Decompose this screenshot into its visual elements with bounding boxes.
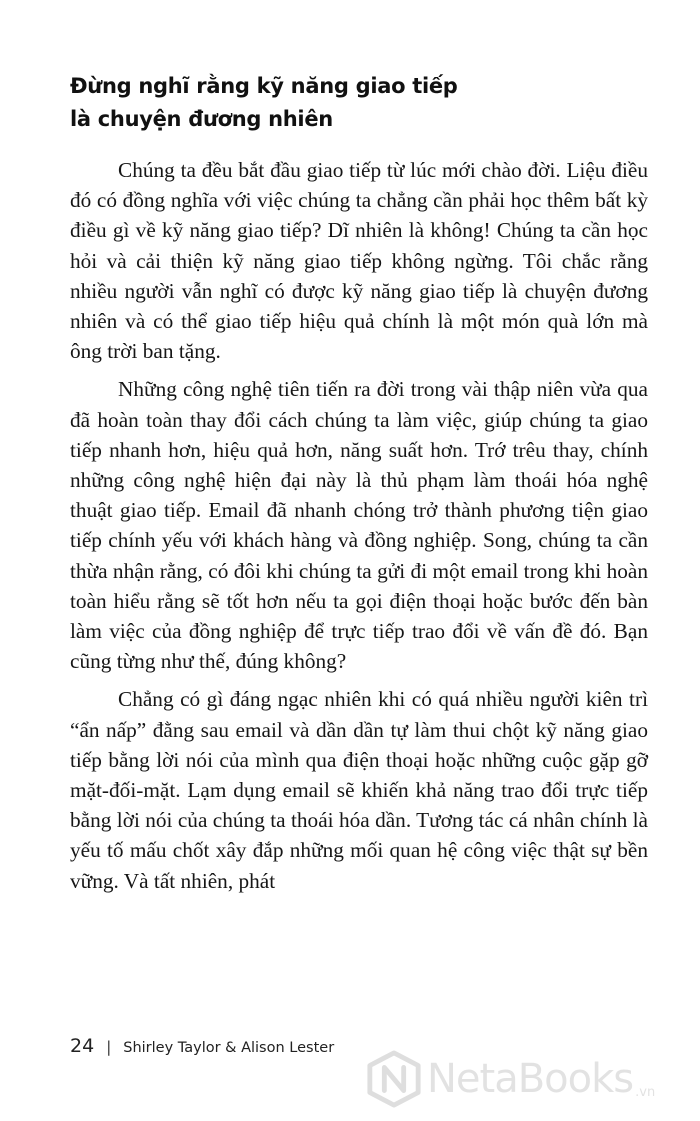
footer-separator: | xyxy=(106,1038,112,1056)
section-heading-line-2: là chuyện đương nhiên xyxy=(70,107,333,131)
watermark-brand: NetaBooks xyxy=(427,1056,634,1102)
paragraph-1: Chúng ta đều bắt đầu giao tiếp từ lúc mới chào đời. Liệu điều đó có đồng nghĩa với việc chúng ta chẳng cần phải học thêm bất kỳ điều gì về kỹ năng giao tiếp? Dĩ nhiên là không! Chúng ta cần học hỏi và cải thiện kỹ năng giao tiếp không ngừng. Tôi chắc rằng nhiều người vẫn nghĩ có được kỹ năng giao tiếp là chuyện đương nhiên và có thể giao tiếp hiệu quả chính là một món quà lớn mà ông trời ban tặng. xyxy=(70,158,648,364)
netabooks-logo-icon xyxy=(365,1050,423,1108)
section-heading xyxy=(70,70,670,136)
section-heading-line-1: Đừng nghĩ rằng kỹ năng giao tiếp xyxy=(70,74,458,98)
paragraph-2: Những công nghệ tiên tiến ra đời trong vài thập niên vừa qua đã hoàn toàn thay đổi cách chúng ta làm việc, giúp chúng ta giao tiếp nhanh hơn, hiệu quả hơn, năng suất hơn. Trớ trêu thay, chính những công nghệ hiện đại này là thủ phạm làm thoái hóa nghệ thuật giao tiếp. Email đã nhanh chóng trở thành phương tiện giao tiếp chính yếu với khách hàng và đồng nghiệp. Song, chúng ta cần thừa nhận rằng, có đôi khi chúng ta gửi đi một email trong khi hoàn toàn hiểu rằng sẽ tốt hơn nếu ta gọi điện thoại hoặc bước đến bàn làm việc của đồng nghiệp để trực tiếp trao đổi về vấn đề đó. Bạn cũng từng như thế, đúng không? xyxy=(70,377,648,674)
page-footer xyxy=(70,1035,334,1057)
paragraph-3: Chẳng có gì đáng ngạc nhiên khi có quá nhiều người kiên trì “ẩn nấp” đằng sau email và dần dần tự làm thui chột kỹ năng giao tiếp bằng lời nói của mình qua điện thoại hoặc những cuộc gặp gỡ mặt-đối-mặt. Lạm dụng email sẽ khiến khả năng trao đổi trực tiếp bằng lời nói của chúng ta thoái hóa dần. Tương tác cá nhân chính là yếu tố mấu chốt xây đắp những mối quan hệ công việc thật sự bền vững. Và tất nhiên, phát xyxy=(70,687,648,893)
watermark xyxy=(365,1050,655,1108)
watermark-suffix: .vn xyxy=(635,1085,656,1100)
footer-authors: Shirley Taylor & Alison Lester xyxy=(123,1040,335,1056)
page-number: 24 xyxy=(70,1035,95,1057)
body-text xyxy=(70,155,648,904)
